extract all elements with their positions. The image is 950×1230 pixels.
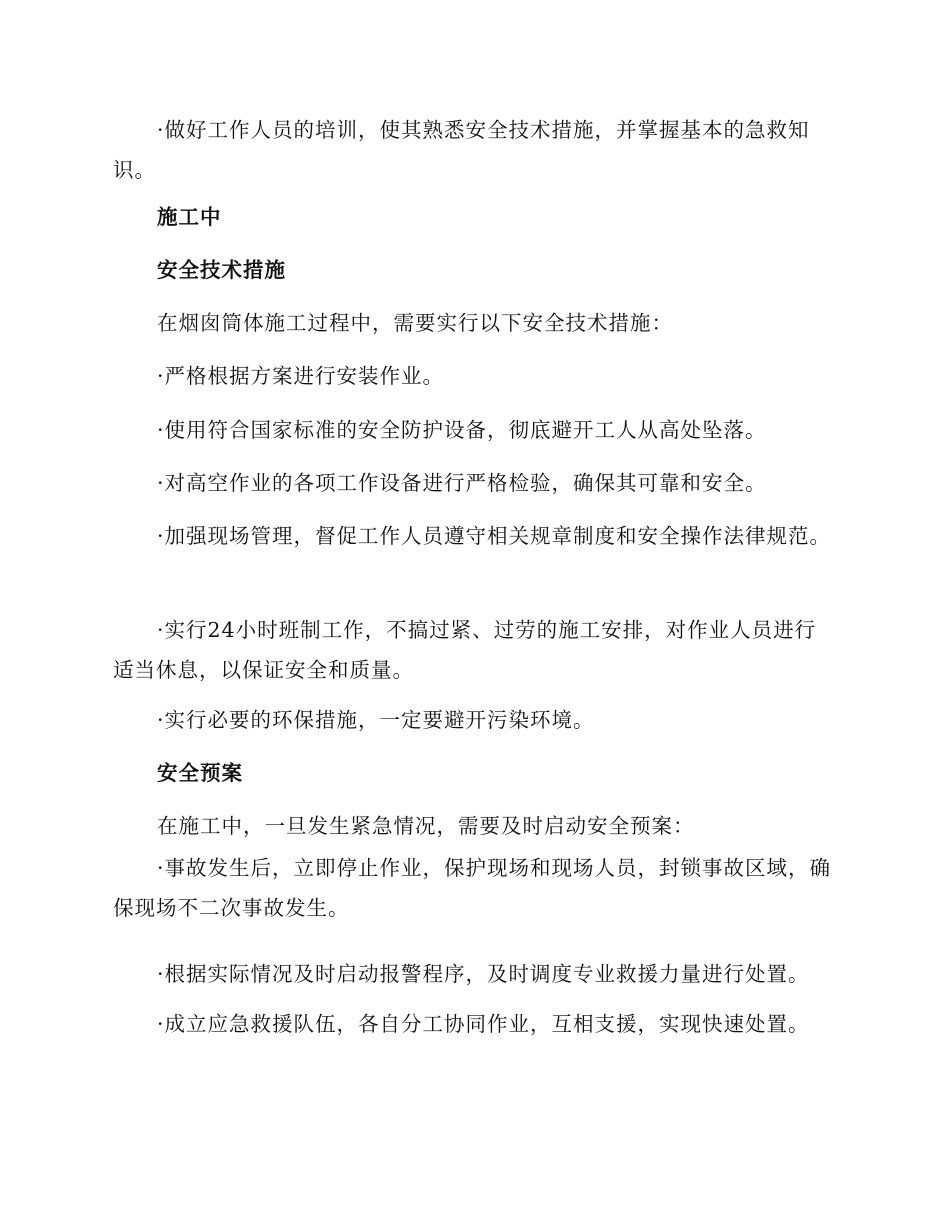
heading-safety-measures: 安全技术措施 <box>157 258 286 282</box>
bullet-site-management: ·加强现场管理，督促工作人员遵守相关规章制度和安全操作法律规范。 <box>157 524 832 548</box>
bullet-shift-work: ·实行24小时班制工作，不搞过紧、过劳的施工安排，对作业人员进行适当休息，以保证安全和质量。 <box>113 618 817 682</box>
bullet-protective-equipment: ·使用符合国家标准的安全防护设备，彻底避开工人从高处坠落。 <box>157 418 767 442</box>
heading-emergency-plan: 安全预案 <box>157 761 243 785</box>
intro-safety-measures: 在烟囱筒体施工过程中，需要实行以下安全技术措施： <box>157 311 673 335</box>
intro-emergency-plan: 在施工中，一旦发生紧急情况，需要及时启动安全预案： <box>157 814 695 838</box>
bullet-rescue-team: ·成立应急救援队伍，各自分工协同作业，互相支援，实现快速处置。 <box>157 1012 810 1036</box>
heading-during-construction: 施工中 <box>157 205 222 229</box>
bullet-alarm: ·根据实际情况及时启动报警程序，及时调度专业救援力量进行处置。 <box>157 962 810 986</box>
bullet-stop-work: ·事故发生后，立即停止作业，保护现场和现场人员，封锁事故区域，确保现场不二次事故发生。 <box>113 856 832 920</box>
bullet-install-per-plan: ·严格根据方案进行安装作业。 <box>157 364 445 388</box>
bullet-training: ·做好工作人员的培训，使其熟悉安全技术措施，并掌握基本的急救知识。 <box>113 118 810 182</box>
bullet-equipment-inspection: ·对高空作业的各项工作设备进行严格检验，确保其可靠和安全。 <box>157 471 767 495</box>
bullet-environmental: ·实行必要的环保措施，一定要避开污染环境。 <box>157 708 595 732</box>
